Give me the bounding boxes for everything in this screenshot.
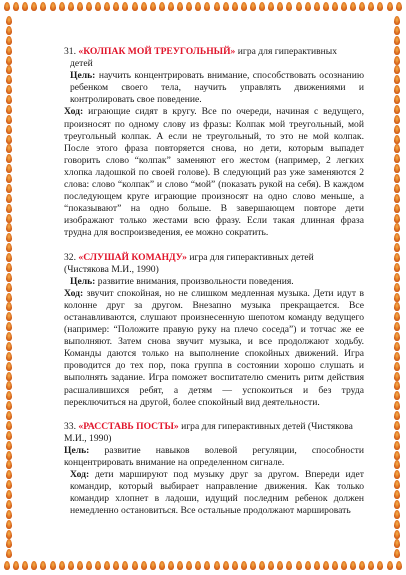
border-leaf-icon (59, 2, 65, 11)
border-leaf-icon (6, 154, 12, 163)
procedure-label: Ход: (64, 106, 84, 118)
border-leaf-icon (6, 263, 12, 272)
border-leaf-icon (86, 2, 92, 11)
border-leaf-icon (6, 125, 12, 134)
border-leaf-icon (359, 561, 365, 570)
border-leaf-icon (6, 342, 12, 351)
border-leaf-icon (394, 243, 400, 252)
border-leaf-icon (296, 2, 302, 11)
border-leaf-icon (6, 115, 12, 124)
procedure-text: играющие сидят в кругу. Все по очереди, начиная с ведущего, произносят по одному слову из фразы: Колпак мой треугольный, мой треугольный колпак. А если не треугольный, то это не мой колпак. После этого фраза повторяется снова, но дети, которым выпадет говорить слово “колпак” заменяют его жестом (например, 2 легких хлопка ладошкой по своей голове). В следующий раз уже заменяются 2 слова: слово “колпак” и слово “мой” (показать рукой на себя). В каждом последующем круге играющие произносят на одно слово меньше, а “показывают” на одно больше. В завершающем повторе дети изображают только жестами всю фразу. Если такая длинная фраза трудна для воспроизведения, ее можно сократить. (64, 106, 364, 239)
border-leaf-icon (394, 530, 400, 539)
border-leaf-icon (394, 293, 400, 302)
border-leaf-icon (22, 2, 28, 11)
border-leaf-icon (22, 561, 28, 570)
border-leaf-icon (141, 561, 147, 570)
decorative-border-left (2, 14, 16, 561)
border-leaf-icon (214, 2, 220, 11)
border-leaf-icon (13, 2, 19, 11)
border-leaf-icon (250, 561, 256, 570)
border-leaf-icon (177, 561, 183, 570)
border-leaf-icon (186, 2, 192, 11)
border-leaf-icon (394, 253, 400, 262)
border-leaf-icon (259, 2, 265, 11)
border-leaf-icon (394, 65, 400, 74)
border-leaf-icon (6, 302, 12, 311)
border-leaf-icon (394, 273, 400, 282)
border-leaf-icon (6, 214, 12, 223)
procedure-label: Ход: (64, 287, 84, 299)
border-leaf-icon (68, 2, 74, 11)
border-leaf-icon (6, 451, 12, 460)
game-goal (64, 70, 364, 106)
border-leaf-icon (6, 411, 12, 420)
border-leaf-icon (394, 56, 400, 65)
border-leaf-icon (394, 549, 400, 558)
border-leaf-icon (6, 352, 12, 361)
border-leaf-icon (6, 194, 12, 203)
decorative-border-bottom (0, 561, 406, 575)
game-subtitle-cont: детей (70, 58, 93, 70)
border-leaf-icon (204, 2, 210, 11)
border-leaf-icon (394, 342, 400, 351)
border-leaf-icon (6, 283, 12, 292)
border-leaf-icon (6, 441, 12, 450)
border-leaf-icon (394, 451, 400, 460)
border-leaf-icon (396, 2, 402, 11)
border-leaf-icon (122, 561, 128, 570)
border-leaf-icon (394, 372, 400, 381)
border-leaf-icon (268, 2, 274, 11)
border-leaf-icon (394, 421, 400, 430)
game-subtitle: игра для гиперактивных детей (186, 251, 314, 263)
game-procedure (64, 106, 364, 239)
game-subtitle-cont: М.И., 1990) (64, 432, 112, 444)
border-leaf-icon (6, 490, 12, 499)
border-leaf-icon (6, 26, 12, 35)
game-number: 33. (64, 420, 76, 432)
border-leaf-icon (394, 431, 400, 440)
border-leaf-icon (195, 561, 201, 570)
game-heading (64, 421, 364, 445)
border-leaf-icon (6, 233, 12, 242)
border-leaf-icon (177, 2, 183, 11)
border-leaf-icon (250, 2, 256, 11)
border-leaf-icon (6, 500, 12, 509)
border-leaf-icon (359, 2, 365, 11)
border-leaf-icon (6, 470, 12, 479)
border-leaf-icon (6, 75, 12, 84)
border-leaf-icon (50, 561, 56, 570)
border-leaf-icon (350, 561, 356, 570)
border-leaf-icon (4, 561, 10, 570)
border-leaf-icon (113, 561, 119, 570)
border-leaf-icon (305, 561, 311, 570)
border-leaf-icon (394, 115, 400, 124)
border-leaf-icon (86, 561, 92, 570)
game-item-32 (64, 252, 364, 409)
game-heading (64, 252, 364, 276)
border-leaf-icon (368, 2, 374, 11)
border-leaf-icon (95, 2, 101, 11)
border-leaf-icon (394, 332, 400, 341)
border-leaf-icon (394, 539, 400, 548)
border-leaf-icon (394, 470, 400, 479)
border-leaf-icon (394, 460, 400, 469)
border-leaf-icon (6, 401, 12, 410)
border-leaf-icon (259, 561, 265, 570)
border-leaf-icon (394, 401, 400, 410)
border-leaf-icon (6, 243, 12, 252)
border-leaf-icon (6, 16, 12, 25)
border-leaf-icon (305, 2, 311, 11)
goal-text: научить концентрировать внимание, способствовать осознанию ребенком своего тела, научить управлять движениями и контролировать свое поведение. (70, 70, 364, 106)
goal-label: Цель: (70, 275, 96, 287)
border-leaf-icon (195, 2, 201, 11)
border-leaf-icon (394, 362, 400, 371)
border-leaf-icon (159, 561, 165, 570)
border-leaf-icon (6, 85, 12, 94)
document-body (64, 46, 364, 517)
border-leaf-icon (314, 561, 320, 570)
border-leaf-icon (394, 500, 400, 509)
border-leaf-icon (394, 174, 400, 183)
goal-text: развитие внимания, произвольности поведения. (95, 275, 294, 287)
border-leaf-icon (95, 561, 101, 570)
border-leaf-icon (394, 36, 400, 45)
border-leaf-icon (323, 2, 329, 11)
border-leaf-icon (6, 144, 12, 153)
border-leaf-icon (394, 322, 400, 331)
border-leaf-icon (6, 362, 12, 371)
border-leaf-icon (394, 214, 400, 223)
border-leaf-icon (394, 302, 400, 311)
border-leaf-icon (6, 312, 12, 321)
border-leaf-icon (6, 253, 12, 262)
border-leaf-icon (314, 2, 320, 11)
border-leaf-icon (332, 561, 338, 570)
goal-label: Цель: (64, 444, 90, 456)
border-leaf-icon (268, 561, 274, 570)
border-leaf-icon (6, 391, 12, 400)
border-leaf-icon (394, 164, 400, 173)
game-title: «СЛУШАЙ КОМАНДУ» (78, 251, 187, 263)
border-leaf-icon (6, 421, 12, 430)
border-leaf-icon (232, 2, 238, 11)
border-leaf-icon (232, 561, 238, 570)
border-leaf-icon (6, 332, 12, 341)
border-leaf-icon (394, 283, 400, 292)
border-leaf-icon (141, 2, 147, 11)
border-leaf-icon (394, 125, 400, 134)
border-leaf-icon (132, 561, 138, 570)
border-leaf-icon (341, 2, 347, 11)
border-leaf-icon (168, 561, 174, 570)
border-leaf-icon (394, 411, 400, 420)
border-leaf-icon (6, 56, 12, 65)
border-leaf-icon (6, 381, 12, 390)
game-subtitle: игра для гиперактивных детей (Чистякова (178, 420, 353, 432)
game-number: 31. (64, 46, 76, 57)
procedure-label: Ход: (70, 469, 90, 481)
border-leaf-icon (40, 561, 46, 570)
border-leaf-icon (394, 312, 400, 321)
border-leaf-icon (394, 480, 400, 489)
border-leaf-icon (6, 520, 12, 529)
border-leaf-icon (6, 322, 12, 331)
border-leaf-icon (6, 36, 12, 45)
game-item-31 (64, 46, 364, 240)
border-leaf-icon (368, 561, 374, 570)
border-leaf-icon (387, 561, 393, 570)
border-leaf-icon (377, 561, 383, 570)
border-leaf-icon (394, 263, 400, 272)
border-leaf-icon (6, 135, 12, 144)
border-leaf-icon (104, 2, 110, 11)
border-leaf-icon (13, 561, 19, 570)
border-leaf-icon (6, 223, 12, 232)
border-leaf-icon (31, 561, 37, 570)
border-leaf-icon (396, 561, 402, 570)
border-leaf-icon (59, 561, 65, 570)
border-leaf-icon (394, 105, 400, 114)
procedure-text: звучит спокойная, но не слишком медленная музыка. Дети идут в колонне друг за другом. Внезапно музыка прекращается. Все останавливаются, слушают произнесенную шепотом команду ведущего (например: “Положите правую руку на плечо соседа”) и тотчас же ее выполняют. Затем снова звучит музыка, и все продолжают ходьбу. Команды даются только на выполнение спокойных движений. Игра проводится до тех пор, пока группа в состоянии хорошо слушать и выполнять задание. Игра поможет воспитателю сменить ритм действия расшалившихся ребят, а детям — успокоиться и без труда переключиться на другой, более спокойный вид деятельности. (64, 287, 364, 408)
game-goal (64, 276, 364, 288)
border-leaf-icon (394, 510, 400, 519)
border-leaf-icon (394, 233, 400, 242)
border-leaf-icon (186, 561, 192, 570)
border-leaf-icon (31, 2, 37, 11)
border-leaf-icon (6, 65, 12, 74)
border-leaf-icon (394, 85, 400, 94)
border-leaf-icon (6, 480, 12, 489)
border-leaf-icon (6, 105, 12, 114)
border-leaf-icon (6, 46, 12, 55)
border-leaf-icon (214, 561, 220, 570)
border-leaf-icon (132, 2, 138, 11)
border-leaf-icon (6, 372, 12, 381)
border-leaf-icon (6, 510, 12, 519)
border-leaf-icon (341, 561, 347, 570)
border-leaf-icon (394, 441, 400, 450)
border-leaf-icon (286, 2, 292, 11)
border-leaf-icon (394, 352, 400, 361)
border-leaf-icon (332, 2, 338, 11)
border-leaf-icon (394, 520, 400, 529)
border-leaf-icon (394, 75, 400, 84)
border-leaf-icon (50, 2, 56, 11)
border-leaf-icon (394, 135, 400, 144)
border-leaf-icon (168, 2, 174, 11)
border-leaf-icon (6, 273, 12, 282)
border-leaf-icon (6, 549, 12, 558)
border-leaf-icon (377, 2, 383, 11)
border-leaf-icon (223, 2, 229, 11)
border-leaf-icon (6, 95, 12, 104)
border-leaf-icon (113, 2, 119, 11)
game-goal (64, 445, 364, 469)
border-leaf-icon (241, 561, 247, 570)
game-item-33 (64, 421, 364, 518)
border-leaf-icon (150, 2, 156, 11)
border-leaf-icon (6, 164, 12, 173)
border-leaf-icon (77, 561, 83, 570)
border-leaf-icon (394, 223, 400, 232)
border-leaf-icon (6, 431, 12, 440)
goal-text: развитие навыков волевой регуляции, способности концентрировать внимание на определенном сигнале. (64, 444, 364, 468)
border-leaf-icon (323, 561, 329, 570)
border-leaf-icon (6, 539, 12, 548)
border-leaf-icon (6, 293, 12, 302)
border-leaf-icon (394, 144, 400, 153)
game-title: «КОЛПАК МОЙ ТРЕУГОЛЬНЫЙ» (78, 46, 236, 57)
border-leaf-icon (104, 561, 110, 570)
border-leaf-icon (394, 46, 400, 55)
game-procedure (64, 469, 364, 517)
border-leaf-icon (77, 2, 83, 11)
border-leaf-icon (277, 2, 283, 11)
border-leaf-icon (122, 2, 128, 11)
border-leaf-icon (394, 490, 400, 499)
border-leaf-icon (40, 2, 46, 11)
border-leaf-icon (387, 2, 393, 11)
border-leaf-icon (350, 2, 356, 11)
decorative-border-right (390, 14, 404, 561)
border-leaf-icon (277, 561, 283, 570)
game-heading (64, 46, 364, 70)
border-leaf-icon (394, 391, 400, 400)
game-number: 32. (64, 251, 76, 263)
border-leaf-icon (6, 460, 12, 469)
border-leaf-icon (394, 184, 400, 193)
game-title: «РАССТАВЬ ПОСТЫ» (78, 420, 179, 432)
border-leaf-icon (6, 174, 12, 183)
border-leaf-icon (204, 561, 210, 570)
border-leaf-icon (394, 16, 400, 25)
game-procedure (64, 288, 364, 409)
border-leaf-icon (4, 2, 10, 11)
border-leaf-icon (68, 561, 74, 570)
border-leaf-icon (394, 95, 400, 104)
border-leaf-icon (394, 381, 400, 390)
border-leaf-icon (394, 26, 400, 35)
decorative-border-top (0, 2, 406, 16)
border-leaf-icon (150, 561, 156, 570)
game-subtitle: игра для гиперактивных (235, 46, 338, 57)
border-leaf-icon (394, 194, 400, 203)
border-leaf-icon (394, 154, 400, 163)
border-leaf-icon (6, 184, 12, 193)
game-subtitle-cont: (Чистякова М.И., 1990) (64, 263, 159, 275)
border-leaf-icon (223, 561, 229, 570)
border-leaf-icon (6, 204, 12, 213)
border-leaf-icon (159, 2, 165, 11)
border-leaf-icon (241, 2, 247, 11)
border-leaf-icon (286, 561, 292, 570)
border-leaf-icon (6, 530, 12, 539)
border-leaf-icon (296, 561, 302, 570)
procedure-text: дети маршируют под музыку друг за другом. Впереди идет командир, который выбирает направление движения. Как только командир хлопнет в ладоши, идущий последним ребенок должен немедленно остановиться. Все остальные продолжают маршировать (70, 469, 364, 517)
border-leaf-icon (394, 204, 400, 213)
goal-label: Цель: (70, 70, 96, 82)
